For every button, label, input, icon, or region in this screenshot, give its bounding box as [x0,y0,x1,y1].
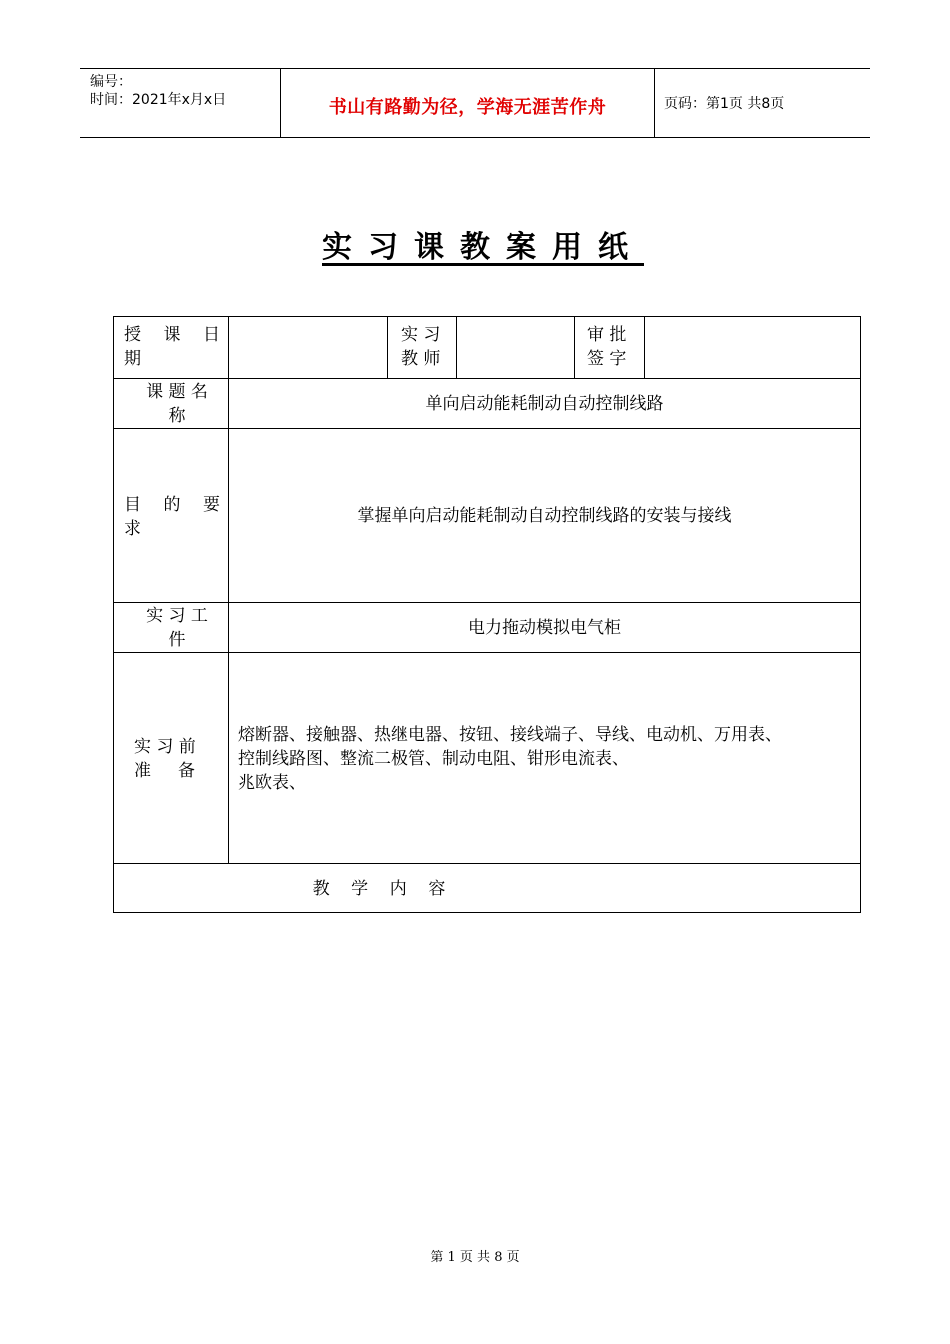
page-label: 页码：第1页 共8页 [664,96,785,112]
topic-label-line2: 称 [168,406,186,426]
row-divider [114,378,860,379]
prep-label-line2: 准 备 [134,761,196,781]
row-divider [114,428,860,429]
topic-label-line1: 课 题 名 [146,382,208,402]
teacher-value-cell[interactable] [457,317,574,378]
teacher-label [401,323,449,371]
goal-label-line2: 求 [124,519,141,539]
header-motto-cell [280,69,655,137]
lesson-plan-table [113,316,861,913]
approval-label [587,323,639,371]
teacher-label-line1: 实 习 [401,325,441,345]
prep-value [238,723,858,795]
date-label-line2: 期 [124,349,141,369]
row-divider [114,863,860,864]
prep-line: 兆欧表、 [238,773,306,793]
content-heading: 教 学 内 容 [312,879,446,899]
approval-value-cell[interactable] [645,317,860,378]
topic-value: 单向启动能耗制动自动控制线路 [425,394,664,414]
approval-label-line1: 审 批 [587,325,627,345]
goal-label [124,493,220,541]
motto-text: 书山有路勤为径，学海无涯苦作舟 [328,97,607,118]
workpiece-label-line1: 实 习 工 [146,606,208,626]
col-divider [387,317,388,378]
workpiece-label-line2: 件 [168,630,186,650]
prep-label [134,735,220,783]
workpiece-value: 电力拖动模拟电气柜 [468,618,621,638]
row-divider [114,652,860,653]
teacher-label-line2: 教 师 [401,349,441,369]
date-label [124,323,220,371]
date-label-line1: 授 课 日 [124,325,220,345]
page-title [0,222,950,266]
header-info-cell [80,69,280,137]
page-title-text: 实习课教案用纸 [322,230,644,265]
row-divider [114,602,860,603]
page-footer [0,1246,950,1265]
prep-line: 熔断器、接触器、热继电器、按钮、接线端子、导线、电动机、万用表、 [238,725,782,745]
time-label: 时间：2021年x月x日 [90,92,227,108]
footer-page-number: 第 1 页 共 8 页 [430,1250,520,1265]
col-divider [574,317,575,378]
number-label: 编号： [90,74,132,90]
header-page-cell [654,69,870,137]
workpiece-label [134,604,220,652]
date-value-cell[interactable] [229,317,387,378]
approval-label-line2: 签 字 [587,349,627,369]
goal-value: 掌握单向启动能耗制动自动控制线路的安装与接线 [357,506,732,526]
prep-line: 控制线路图、整流二极管、制动电阻、钳形电流表、 [238,749,629,769]
goal-label-line1: 目 的 要 [124,495,220,515]
topic-label [134,380,220,428]
prep-label-line1: 实 习 前 [134,737,196,757]
document-header [80,68,870,138]
